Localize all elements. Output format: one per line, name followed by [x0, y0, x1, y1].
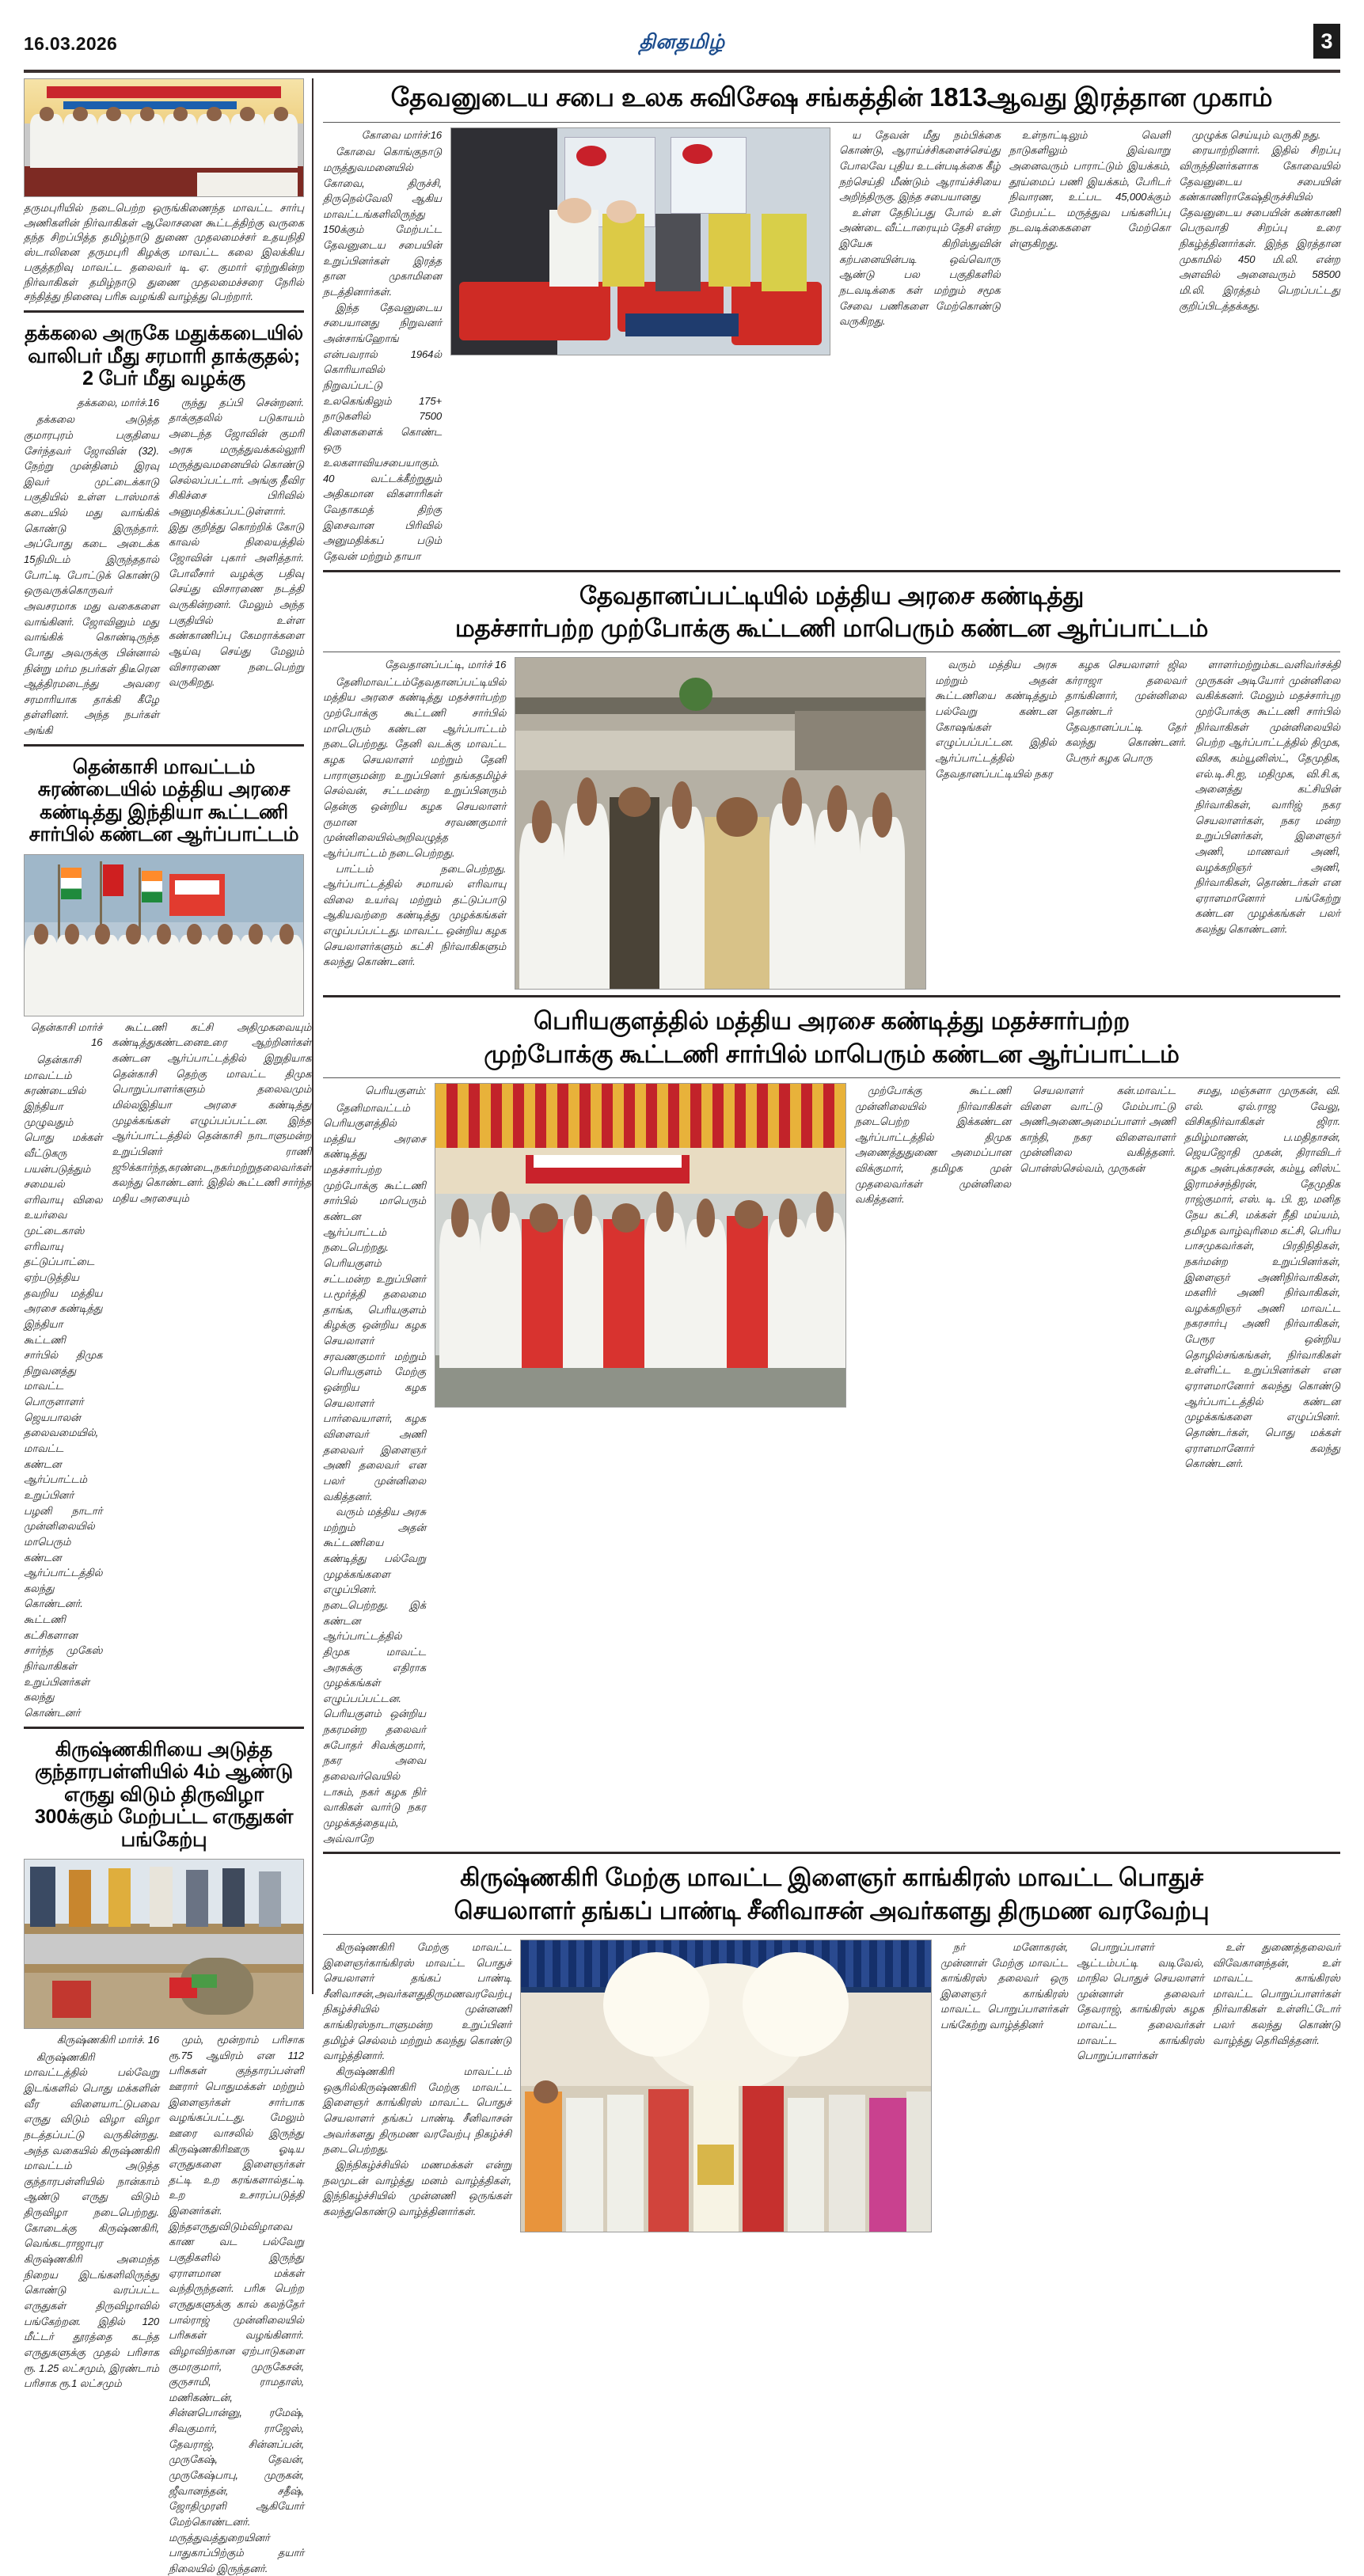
headline-thakkalai: தக்கலை அருகே மதுக்கடையில் வாலிபர் மீது சரமாரி தாக்குதல்; 2 பேர் மீது வழக்கு [25, 322, 303, 390]
page-number: 3 [1313, 24, 1340, 59]
divider [24, 1727, 304, 1729]
body-paragraph: வரும் மத்திய அரசு மற்றும் அதன் கூட்டணியை கண்டித்து பல்வேறு முழக்கங்களை எழுப்பினர். நடைபெற்றது. இக் கண்டன ஆர்ப்பாட்டத்தில் திமுக மாவட்ட அரசுக்கு எதிராக முழக்கங்கள் எழுப்பப்பட்டன. பெரியகுளம் ஒன்றிய நகரமன்ற தலைவர் சுபோதர் சிவக்குமார், நகர அவை தலைவர்வெயில் டாசும், நகர் கழக நிர் வாகிகள் வார்டு நகர முழக்கத்தையும், அவ்வாறே [323, 1506, 426, 1845]
article-body [1065, 657, 1186, 766]
body-paragraph: ய தேவன் மீது நம்பிக்கை கொண்டு, ஆராய்ச்சிகளைச்செய்து போலவே புதிய உடன்படிக்கை கீழ் நற்செய்தி மீண்டும் ஆராய்ச்சியை அறிந்திருகு. இந்த சபையானது [839, 128, 1001, 203]
article-body [24, 395, 159, 739]
article-tenkasi-protest [24, 752, 312, 1721]
article-body [935, 657, 1056, 781]
article-body [855, 1083, 1011, 1207]
dateline-devadanapatti: தேவதானப்பட்டி, மார்ச் 16 [384, 659, 507, 671]
headline-periyakulam-line2: முற்போக்கு கூட்டணி சார்பில் மாபெரும் கண்டன ஆர்ப்பாட்டம் [484, 1039, 1180, 1068]
headline-devadanapatti-line2: மதச்சார்பற்ற முற்போக்கு கூட்டணி மாபெரும் கண்டன ஆர்ப்பாட்டம் [454, 614, 1209, 642]
body-paragraph: பொறுப்பாளர் ஆட்டம்பட்டி வடிவேல், மாநில பொதுச் செயலாளர் முன்னாள் தலைவர் தேவராஜ், காங்கிரஸ் கழக மாவட்ட தலைவர்கள் மாவட்ட காங்கிரஸ் பொறுப்பாளர்கள் [1077, 1940, 1204, 2062]
body-paragraph: முழுக்க செய்யும் வருகி நது. [1191, 128, 1321, 141]
divider [24, 310, 304, 313]
body-paragraph: தென்காசி மாவட்டம் சுரண்டையில் இந்தியா முழுவதும் பொது மக்கள் வீட்டுகரு பயன்படுத்தும் சமையல் எரிவாயு விலை உயர்வை முட்டைகாஸ் எரிவாயு தட்டுப்பாட்டை ஏற்படுத்திய தவறிய மத்திய அரசை கண்டித்து இந்தியா கூட்டணி சார்பில் திமுக நிறுவனத்து மாவட்ட பொருளாளர் ஜெயபாலன் தலைவமையில், மாவட்ட கண்டன ஆர்ப்பாட்டம் உறுப்பினர் பழனி நாடார் முன்னிலையில் மாபெரும் கண்டன ஆர்ப்பாட்டத்தில் கலந்து கொண்டனர். கூட்டணி கட்சிகளான சார்ந்த முகேஸ் நிர்வாகிகள் உறுப்பினர்கள் கலந்து கொண்டனர் [24, 1054, 103, 1719]
body-paragraph: செயலாளர் கன்.மாவட்ட விளை வாட்டு மேம்பாட்டு அணிஅணைஅமைப்பாளர் அணி காந்தி, நகர விளைவாளர் முன்னிலை வகித்தனர். பொன்ஸ்செல்வம், முருகன் [1020, 1084, 1176, 1175]
article-body [1009, 127, 1171, 252]
divider [323, 1934, 1340, 1935]
body-paragraph: கிருஷ்ணகிரி மாவட்டத்தில் பல்வேறு இடங்களில் பொது மக்களின் வீர விளையாட்டுபவை எருது விடும் விழா விழா நடத்தப்பட்டு வருகின்றது. அந்த வகையில் கிருஷ்ணகிரி மாவட்டம் அடுத்த குந்தாரபள்ளியில் நான்காம் ஆண்டு எருது விடும் திருவிழா நடைபெற்றது. கோடைக்கு கிருஷ்ணகிரி, வெங்கடராஜாபுர கிருஷ்ணகிரி அமைந்த நிறைய இடங்களிலிருந்து கொண்டு வரப்பட்ட எருதுகள் திருவிழாவில் பங்கேற்றன. இதில் 120 மீட்டர் தூரத்தை கடந்த எருதுகளுக்கு முதல் பரிசாக ரூ. 1.25 லட்சமும், இரண்டாம் பரிசாக ரூ.1 லட்சமும் [24, 2050, 159, 2390]
body-paragraph: கூட்டணி கட்சி அதிமுகவையும் கண்டித்துகண்டனைஉரை ஆற்றினர்கள் கண்டன ஆர்ப்பாட்டத்தில் இறுதியாக தென்காசி தெற்கு மாவட்ட திமுக பொறுப்பாளர்களும் தலைவமும் மில்லஇதியா அரசை கண்டித்து முழக்கங்கள் எழுப்பப்பட்டன. இந்த ஆர்ப்பாட்டத்தில் தென்காசி நாடாளுமன்ற உறுப்பினர் ராணி ஜூக்கார்ந்த,கரண்டை,நகர்மற்றுதலைவர்கள் கலந்து கொண்டனர். இதில் கூட்டணி சார்ந்த மதிய அரசையும் [112, 1020, 312, 1204]
article-wedding-reception [323, 1860, 1340, 2232]
article-body [1077, 1940, 1204, 2064]
divider [24, 744, 304, 747]
body-paragraph: மும், மூன்றாம் பரிசாக ரூ.75 ஆயிரம் என 112 பரிசுகள் குந்தாரப்பள்ளி ஊரார் பொதுமக்கள் மற்றும் இளைஞர்கள் சார்பாக வழங்கப்பட்டது. மேலும் ஊரை வாசலில் இருந்து கிருஷ்ணகிரிஊரு ஓடிய எருதுகளை இளைஞர்கள் தட்டி உற கரங்களால்தட்டி உற உசாரப்படுத்தி இனைர்கள். இந்தஎருதுவிடும்விழாவை காண வட பல்வேறு பகுதிகளில் இருந்து ஏராளமான மக்கள் வந்திருந்தனர். பரிசு பெற்ற எருதுகளுக்கு கால் கலந்தேர் பால்ராஜ் முன்னிலையில் பரிசுகள் வழங்கினார். விழாவிற்கான ஏற்பாடுகளை குமரகுமார், முருகேசன், குருசாமி, ராமதாஸ், மணிகண்டன், சின்னபொன்னு, ரமேஷ், சிவகுமார், ராஜேஸ், தேவராஜ், சின்னப்பன், முருகேஷ், தேவன், முருகேஷ்பாபு, முருகன், ஜீவானந்தன், சதீஷ், ஜோதிமுரளி ஆகியோர் மேற்கொண்டனர். மருத்துவத்துறையினர் பாதுகாப்பிற்கும் தயார் நிலையில் இருந்தனர். [169, 2034, 304, 2574]
article-blood-donation-camp [323, 78, 1340, 564]
body-paragraph: சமது, மஞ்சுளா முருகன், வி. எல். ஏல்.ராஜ வேலு, விசிகநிர்வாகிகள் ஜிரா. தமிழ்மாணன், ப.மதிதாசன், ஜெயஜோதி முகன், திராவிடர் கழக அன்புக்கரசன், கம்யூ னிஸ்ட் இராமச்சந்திரன், தேமுதிக ராஜ்குமார், எஸ். டி. பி. ஐ, மனித நேய கட்சி, மக்கள் நீதி மய்யம், தமிழக வாழ்வுரிமை கட்சி, பெரிய பாசமுகவர்கள், பிரதிநிதிகள், நகர்மன்ற உறுப்பினர்கள், இளைஞர் அணிநிர்வாகிகள், மகளிர் அணி நிர்வாகிகள், வழக்கறிஞர் அணி மாவட்ட நகரசார்பு அணி நிர்வாகிகள், பேரூர ஒன்றிய தொழில்சங்கங்கள், நிர்வாகிகள் உள்ளிட்ட உறுப்பினர்கள் என ஏராளமானோர் கலந்து கொண்டு ஆர்ப்பாட்டத்தில் கண்டன முழக்கங்களை எழுப்பினர். தொண்டர்கள், பொது மக்கள் ஏராளமானோர் கலந்து கொண்டனர். [1184, 1084, 1340, 1470]
article-body [1020, 1083, 1176, 1176]
article-body [24, 2032, 159, 2392]
photo-dharmapuri-meeting [24, 78, 304, 197]
newspaper-title: தினதமிழ் [639, 31, 725, 53]
headline-periyakulam-line1: பெரியகுளத்தில் மத்திய அரசை கண்டித்து மதச்சார்பற்ற [533, 1007, 1130, 1035]
body-paragraph: நர் மனோகரன், முன்னாள் மேற்கு மாவட்ட காங்கிரஸ் தலைவர் ஒரு இளைஞர் காங்கிரஸ் மாவட்ட பொறுப்பாளர்கள் பங்கேற்று வாழ்த்தினர் [940, 1940, 1069, 2031]
article-body [323, 127, 442, 564]
body-paragraph: தேனிமாவட்டம் பெரியகுளத்தில் மத்திய அரசை கண்டித்து மதச்சார்பற்ற முற்போக்கு கூட்டணி சார்பில் மாபெரும் கண்டன ஆர்ப்பாட்டம் நடைபெற்றது. பெரியகுளம் சட்டமன்ற உறுப்பினர் ப.மூர்த்தி தலைமை தாங்க, பெரியகுளம் கிழக்கு ஒன்றிய கழக செயலாளர் சரவணகுமார் மற்றும் பெரியகுளம் மேற்கு ஒன்றிய கழக செயலாளர் பார்வையாளர், கழக விளைவர் அணி தலைவர் இளைஞர் அணி தலைவர் என பலர் முன்னிலை வகித்தனர். [323, 1101, 426, 1503]
article-body [323, 1083, 426, 1846]
headline-devadanapatti-line1: தேவதானப்பட்டியில் மத்திய அரசை கண்டித்து [579, 581, 1085, 610]
masthead [24, 22, 1340, 65]
article-body [1184, 1083, 1340, 1472]
photo-devadanapatti-crowd [515, 657, 926, 990]
photo-periyakulam-gathering [435, 1083, 846, 1408]
article-body [1213, 1940, 1340, 2048]
article-periyakulam-protest [323, 1003, 1340, 1846]
issue-date: 16.03.2026 [24, 32, 118, 54]
body-paragraph: ரையாற்றினார். இதில் சிறப்பு விருந்தினர்களாக கோவையில் தேவனுடைய சபையின் கண்காணிராகேஷ்திருச்சியில் தேவனுடைய சபையின் கண்காணி பெருவாதி சிறப்பு உரை நிகழ்த்தினார்கள். இந்த இரத்தான முகாமில் 450 மி.லி. என்ற அளவில் அனைவரும் 58500 மி.லி. இரத்தம் பெறப்பட்டது குறிப்பிடத்தக்கது. [1179, 144, 1341, 312]
dateline-periyakulam: பெரியகுளம்: [364, 1084, 426, 1096]
body-paragraph: வரும் மத்திய அரசு மற்றும் அதன் கூட்டணியை கண்டித்தும் பல்வேறு கண்டன கோஷங்கள் எழுப்பப்பட்டன. இதில் ஆர்ப்பாட்டத்தில் தேவதானப்பட்டியில் நகர [935, 659, 1057, 780]
headline-wedding-line1: கிருஷ்ணகிரி மேற்கு மாவட்ட இளைஞர் காங்கிரஸ் மாவட்ட பொதுச் [460, 1864, 1203, 1892]
headline-wedding-line2: செயலாளர் தங்கப் பாண்டி சீனிவாசன் அவர்களது திருமண வரவேற்பு [454, 1896, 1210, 1924]
dateline-coimbatore: கோவை மார்ச்:16 [361, 128, 442, 141]
article-kundarapalli-bull-festival [24, 1734, 304, 2576]
body-paragraph: கோவை கொங்குநாடு மருத்துவமனையில் கோவை, திருச்சி, திருநெல்வேலி ஆகிய மாவட்டங்களிலிருந்து 150க்கும் மேற்பட்ட தேவனுடைய சபையின் உறுப்பினர்கள் இரத்த தான முகாமினை நடத்தினார்கள். [323, 146, 442, 298]
article-body [839, 127, 1001, 329]
body-paragraph: இந்நிகழ்ச்சியில் மணமக்கள் என்று நலமுடன் வாழ்த்து மனம் வாழ்த்திகள், இந்நிகழ்ச்சியில் முன்னணி ஒருங்கள் கலந்துகொண்டு வாழ்த்தினார்கள். [323, 2158, 512, 2217]
body-paragraph: பாட்டம் நடைபெற்றது. ஆர்ப்பாட்டத்தில் சமாயல் எரிவாயு விலை உயர்வு மற்றும் தட்டுப்பாடு ஆகியவற்றை கண்டித்து முழக்கங்கள் எழுப்பப்பட்டது. மாவட்ட ஒன்றிய கழக செயலாளர்களும் கட்சி நிர்வாகிகளும் கலந்து கொண்டனர். [323, 862, 507, 968]
body-paragraph: கிருஷ்ணகிரி மேற்கு மாவட்ட இளைஞர்காங்கிரஸ் மாவட்ட பொதுச் செயலாளர் தங்கப் பாண்டி சீனிவாசன்,அவர்களதுதிருமணவரவேற்பு நிகழ்ச்சியில் முன்னணி காங்கிரஸ்நாடாளுமன்ற உறுப்பினர் தமிழ்ச் செல்லம் மற்றும் கலந்து கொண்டு வாழ்த்தினார். [323, 1940, 512, 2062]
left-column [24, 78, 313, 2574]
body-paragraph: ருந்து தப்பி சென்றனர். தாக்குதலில் படுகாயம் அடைந்த ஜோவின் குமரி அரசு மருத்துவக்கல்லூரி மருத்துவமனையில் கொண்டு செல்லப்பட்டார். அங்கு தீவிர சிகிச்சை பிரிவில் அனுமதிக்கப்பட்டுள்ளார். இது குறித்து கொற்றிக் கோடு காவல் நிலையத்தில் ஜோவின் புகார் அளித்தார். போலீசார் வழக்கு பதிவு செய்து விசாரணை நடத்தி வருகின்றனர். மேலும் அந்த பகுதியில் உள்ள கண்காணிப்பு கேமராக்களை ஆய்வு செய்து மேலும் விசாரணை நடைபெற்று வருகிறது. [169, 396, 304, 689]
divider [323, 995, 1340, 997]
dateline-kundarapalli: கிருஷ்ணகிரி மார்ச். 16 [56, 2034, 159, 2046]
body-paragraph: ளாளர்மற்றும்கடவளிவர்சக்தி முருகன் அடியோர் முன்னிலை வகிக்கனர். மேலும் மதச்சார்புற முற்போக்கு கூட்டணி சார்பில் நிர்வாகிகள் முன்னிலையில் பெற்ற ஆர்ப்பாட்டத்தில் திமுக, விசக, கம்யூனிஸ்ட், தேமுதிக, எல்.டி.சி.ஐ, மதிமுக, வி.சி.க, அனைத்து கட்சியின் நிர்வாகிகள், வாரிஜ் நகர செயலாளர்கள், நகர மன்ற உறுப்பினர்கள், இளைஞர் அணி, மாணவர் அணி, வழக்கறிஞர் அணி, நிர்வாகிகள், தொண்டர்கள் என ஏராளமானோர் பங்கேற்று கண்டன முழக்கங்கள் பலர் கலந்து கொண்டனர். [1195, 659, 1341, 936]
body-paragraph: உள்நாட்டிலும் வெளி நாடுகளிலும் இவ்வாறு அனைவரும் பாராட்டும் இயக்கம், தூய்மைப் பணி இயக்கம், பேரிடர் நிவாரண, உட்பட 45,000க்கும் மேற்பட்ட மருத்துவ பங்களிப்பு நடவடிக்கைகளை மேற்கொ ள்ளுகிறது. [1009, 128, 1171, 250]
divider [323, 1852, 1340, 1854]
body-paragraph: உள் துணைத்தலைவர் விவேகானந்தன், உள் மாவட்ட காங்கிரஸ் மாவட்ட பொறுப்பாளர்கள் நிர்வாகிகள் உள்ளிட்டோர் பலர் கலந்து கொண்டு வாழ்த்து தெரிவித்தனர். [1213, 1940, 1340, 2046]
divider [323, 1077, 1340, 1078]
body-paragraph: முற்போக்கு கூட்டணி முன்னிலையில் நிர்வாகிகள் நடைபெற்ற இக்கண்டன ஆர்ப்பாட்டத்தில் திமுக அணைத்துதுணை அமைப்பான விக்குமார், தமிழக முன் முதலைவர்கள் முன்னிலை வகித்தனர். [855, 1084, 1011, 1206]
article-devadanapatti-protest [323, 578, 1340, 990]
article-body [169, 2032, 304, 2576]
article-body [1179, 127, 1340, 314]
body-paragraph: இந்த தேவனுடைய சபையானது நிறுவனர் அன்சாங்ஹோங் என்பவரால் 1964ல் கொரியாவில் நிறுவப்பட்டு உலகெங்கிலும் 175+ நாடுகளில் 7500 கிளைகளைக் கொண்ட ஒரு உலகளாவியசபையாகும். 40 வட்டக்கீற்றுதும் அதிகமான விகளாரிகள் வேதாகமத் திற்கு இசைவான பிரிவில் அனுமதிக்கப் படும் தேவன் மற்றும் தாயா [323, 301, 442, 562]
body-paragraph: கழக செயலாளர் ஜில கர்ராஜா தலைவர் தாங்கினார், முன்னிலை தொண்டர் தேவதானப்பட்டி தேர் கலந்து கொண்டனர். பேரூர் கழக பொரு [1065, 659, 1187, 765]
photo-caption-dharmapuri: தருமபுரியில் நடைபெற்ற ஒருங்கிணைந்த மாவட்ட சார்பு அணிகளின் நிர்வாகிகள் ஆலோசனை கூட்டத்திற்கு வருகை தந்த சிறப்பித்த தமிழ்நாடு துணை முதலமைச்சர் உதயநிதி ஸ்டாலினை தருமபுரி கிழக்கு மாவட்ட கலை இலக்கிய பகுத்தறிவு மாவட்ட தலைவர் டி. ஏ. குமார் ஏற்றுகின்ற நிர்வாகிகள் தமிழ்நாடு துணை முதலமைச்சரை நேரில் சந்தித்து நினைவு பரிசு வழங்கி வாழ்த்து பெற்றார். [24, 202, 304, 303]
article-body [940, 1940, 1068, 2033]
dateline-tenkasi: தென்காசி மார்ச் 16 [30, 1020, 103, 1049]
divider [323, 122, 1340, 123]
page-body [24, 78, 1341, 2574]
divider [323, 570, 1340, 572]
photo-tenkasi-protest [24, 854, 304, 1016]
body-paragraph: தக்கலை அடுத்த குமாரபுரம் பகுதியை சேர்ந்தவர் ஜோவின் (32). நேற்று முன்தினம் இரவு இவர் முட்டைக்காடு பகுதியில் உள்ள டாஸ்மாக் கடையில் மது வாங்கிக் கொண்டு இருந்தார். அப்போது கடை அடைக்க 15நிமிடம் இருந்ததால் போட்டி போட்டுக் கொண்டு ஒருவருக்கொருவர் அவசரமாக மது வகைகளை வாங்கினர். ஜோவினும் மது வாங்கிக் கொண்டிருந்த போது அவருக்கு பின்னால் நின்று மர்ம நபர்கள் திடீரென ஆத்திரமடைந்து அவரை சரமாரியாக தாக்கி கீழே தள்ளினர். அந்த நபர்கள் அங்கி [24, 413, 159, 737]
headline-kundarapalli: கிருஷ்ணகிரியை அடுத்த குந்தாரபள்ளியில் 4ம் ஆண்டு எருது விடும் திருவிழா 300க்கும் மேற்பட்ட எருதுகள் பங்கேற்பு [34, 1738, 294, 1851]
article-body [169, 395, 304, 690]
body-paragraph: கிருஷ்ணகிரி மாவட்டம் ஒசூரில்கிருஷ்ணகிரி மேற்கு மாவட்ட இளைஞர் காங்கிரஸ் மாவட்ட பொதுச் செயலாளர் தங்கப் பாண்டி சீனிவாசன் அவர்களது திருமண வரவேற்பு நிகழ்ச்சி நடைபெற்றது. [323, 2065, 512, 2156]
body-paragraph: தேனிமாவட்டம்தேவதானப்பட்டியில் மத்திய அரசை கண்டித்து மதச்சார்பற்ற முற்போக்கு கூட்டணி சார்பில் மாபெரும் கண்டன ஆர்ப்பாட்டம் நடைபெற்றது. தேனி வடக்கு மாவட்ட கழக செயலாளர் மற்றும் தேனி பாராளுமன்ற உறுப்பினர் தங்கதமிழ்ச் செல்வன், சட்டமன்ற உறுப்பினரும் தென்கு ஒன்றிய கழக செயலாளர் ருமான சரவணகுமார் முன்னிலையில்அறிவழுத்த ஆர்ப்பாட்டம் நடைபெற்றது. [323, 675, 507, 859]
article-body [1195, 657, 1340, 937]
body-paragraph: உள்ள தேநிப்பது போல் உள் அண்டை வீட்டாரையும் தேசி என்ற இயேசு கிறிஸ்துவின் கற்பனையின்படி ஒவ்வொரு ஆண்டு பல பகுதிகளில் நடவடிக்கை கள் மற்றும் சமூக சேவை பணிகளை மேற்கொண்டு வருகிறது. [839, 206, 1001, 328]
article-body [323, 1940, 511, 2220]
right-column [313, 78, 1341, 2217]
photo-blood-donation [450, 127, 830, 355]
headline-tenkasi: தென்காசி மாவட்டம் சுரண்டையில் மத்திய அரசை கண்டித்து இந்தியா கூட்டணி சார்பில் கண்டன ஆர்ப்பாட்டம் [28, 755, 299, 846]
photo-wedding-reception [520, 1940, 932, 2232]
photo-bull-festival [24, 1859, 304, 2029]
article-dharmapuri [24, 78, 304, 305]
article-body [112, 1020, 311, 1206]
headline-blood-camp: தேவனுடைய சபை உலக சுவிசேஷ சங்கத்தின் 1813ஆவது இரத்தான முகாம் [390, 82, 1273, 112]
dateline-thakkalai: தக்கலை, மார்ச்.16 [77, 396, 159, 408]
article-body [323, 657, 506, 970]
article-thakkalai-attack [24, 318, 304, 739]
masthead-divider [24, 70, 1340, 73]
article-body [24, 1020, 102, 1721]
